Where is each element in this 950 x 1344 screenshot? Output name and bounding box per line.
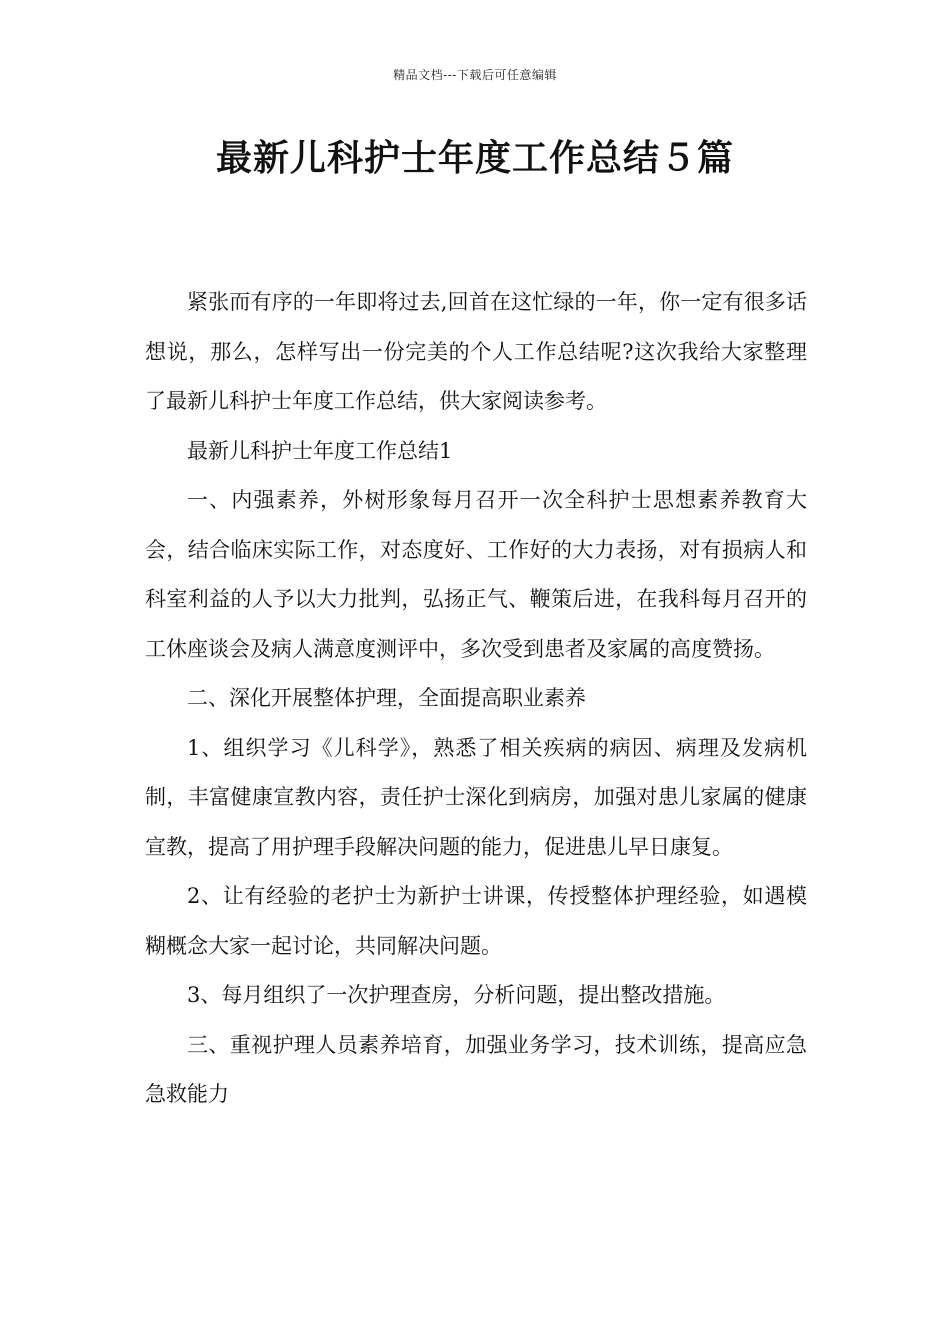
paragraph-point-one: 一、内强素养，外树形象每月召开一次全科护士思想素养教育大会，结合临床实际工作，对态度好、工作好的大力表扬，对有损病人和科室利益的人予以大力批判，弘扬正气、鞭策后进，在我科每月召开的工休座谈会及病人满意度测评中，多次受到患者及家属的高度赞扬。 (145, 488, 807, 661)
document-title: 最新儿科护士年度工作总结５篇 (215, 138, 734, 179)
paragraph-item-2: 2、让有经验的老护士为新护士讲课，传授整体护理经验，如遇模糊概念大家一起讨论，共同解决问题。 (145, 884, 807, 958)
paragraph-point-two: 二、深化开展整体护理，全面提高职业素养 (187, 686, 586, 710)
paragraph-section-heading: 最新儿科护士年度工作总结1 (187, 438, 453, 463)
paragraph-intro: 紧张而有序的一年即将过去,回首在这忙绿的一年，你一定有很多话想说，那么，怎样写出一份完美的个人工作总结呢?这次我给大家整理了最新儿科护士年度工作总结，供大家阅读参考。 (145, 290, 807, 413)
paragraph-item-1: 1、组织学习《儿科学》，熟悉了相关疾病的病因、病理及发病机制，丰富健康宣教内容，责任护士深化到病房，加强对患儿家属的健康宣教，提高了用护理手段解决问题的能力，促进患儿早日康复。 (145, 735, 807, 859)
document-body (145, 278, 807, 1120)
paragraph-item-3: 3、每月组织了一次护理查房，分析问题，提出整改措施。 (187, 983, 726, 1007)
header-note: 精品文档---下载后可任意编辑 (393, 68, 557, 82)
paragraph-point-three: 三、重视护理人员素养培育，加强业务学习，技术训练，提高应急急救能力 (145, 1032, 807, 1106)
